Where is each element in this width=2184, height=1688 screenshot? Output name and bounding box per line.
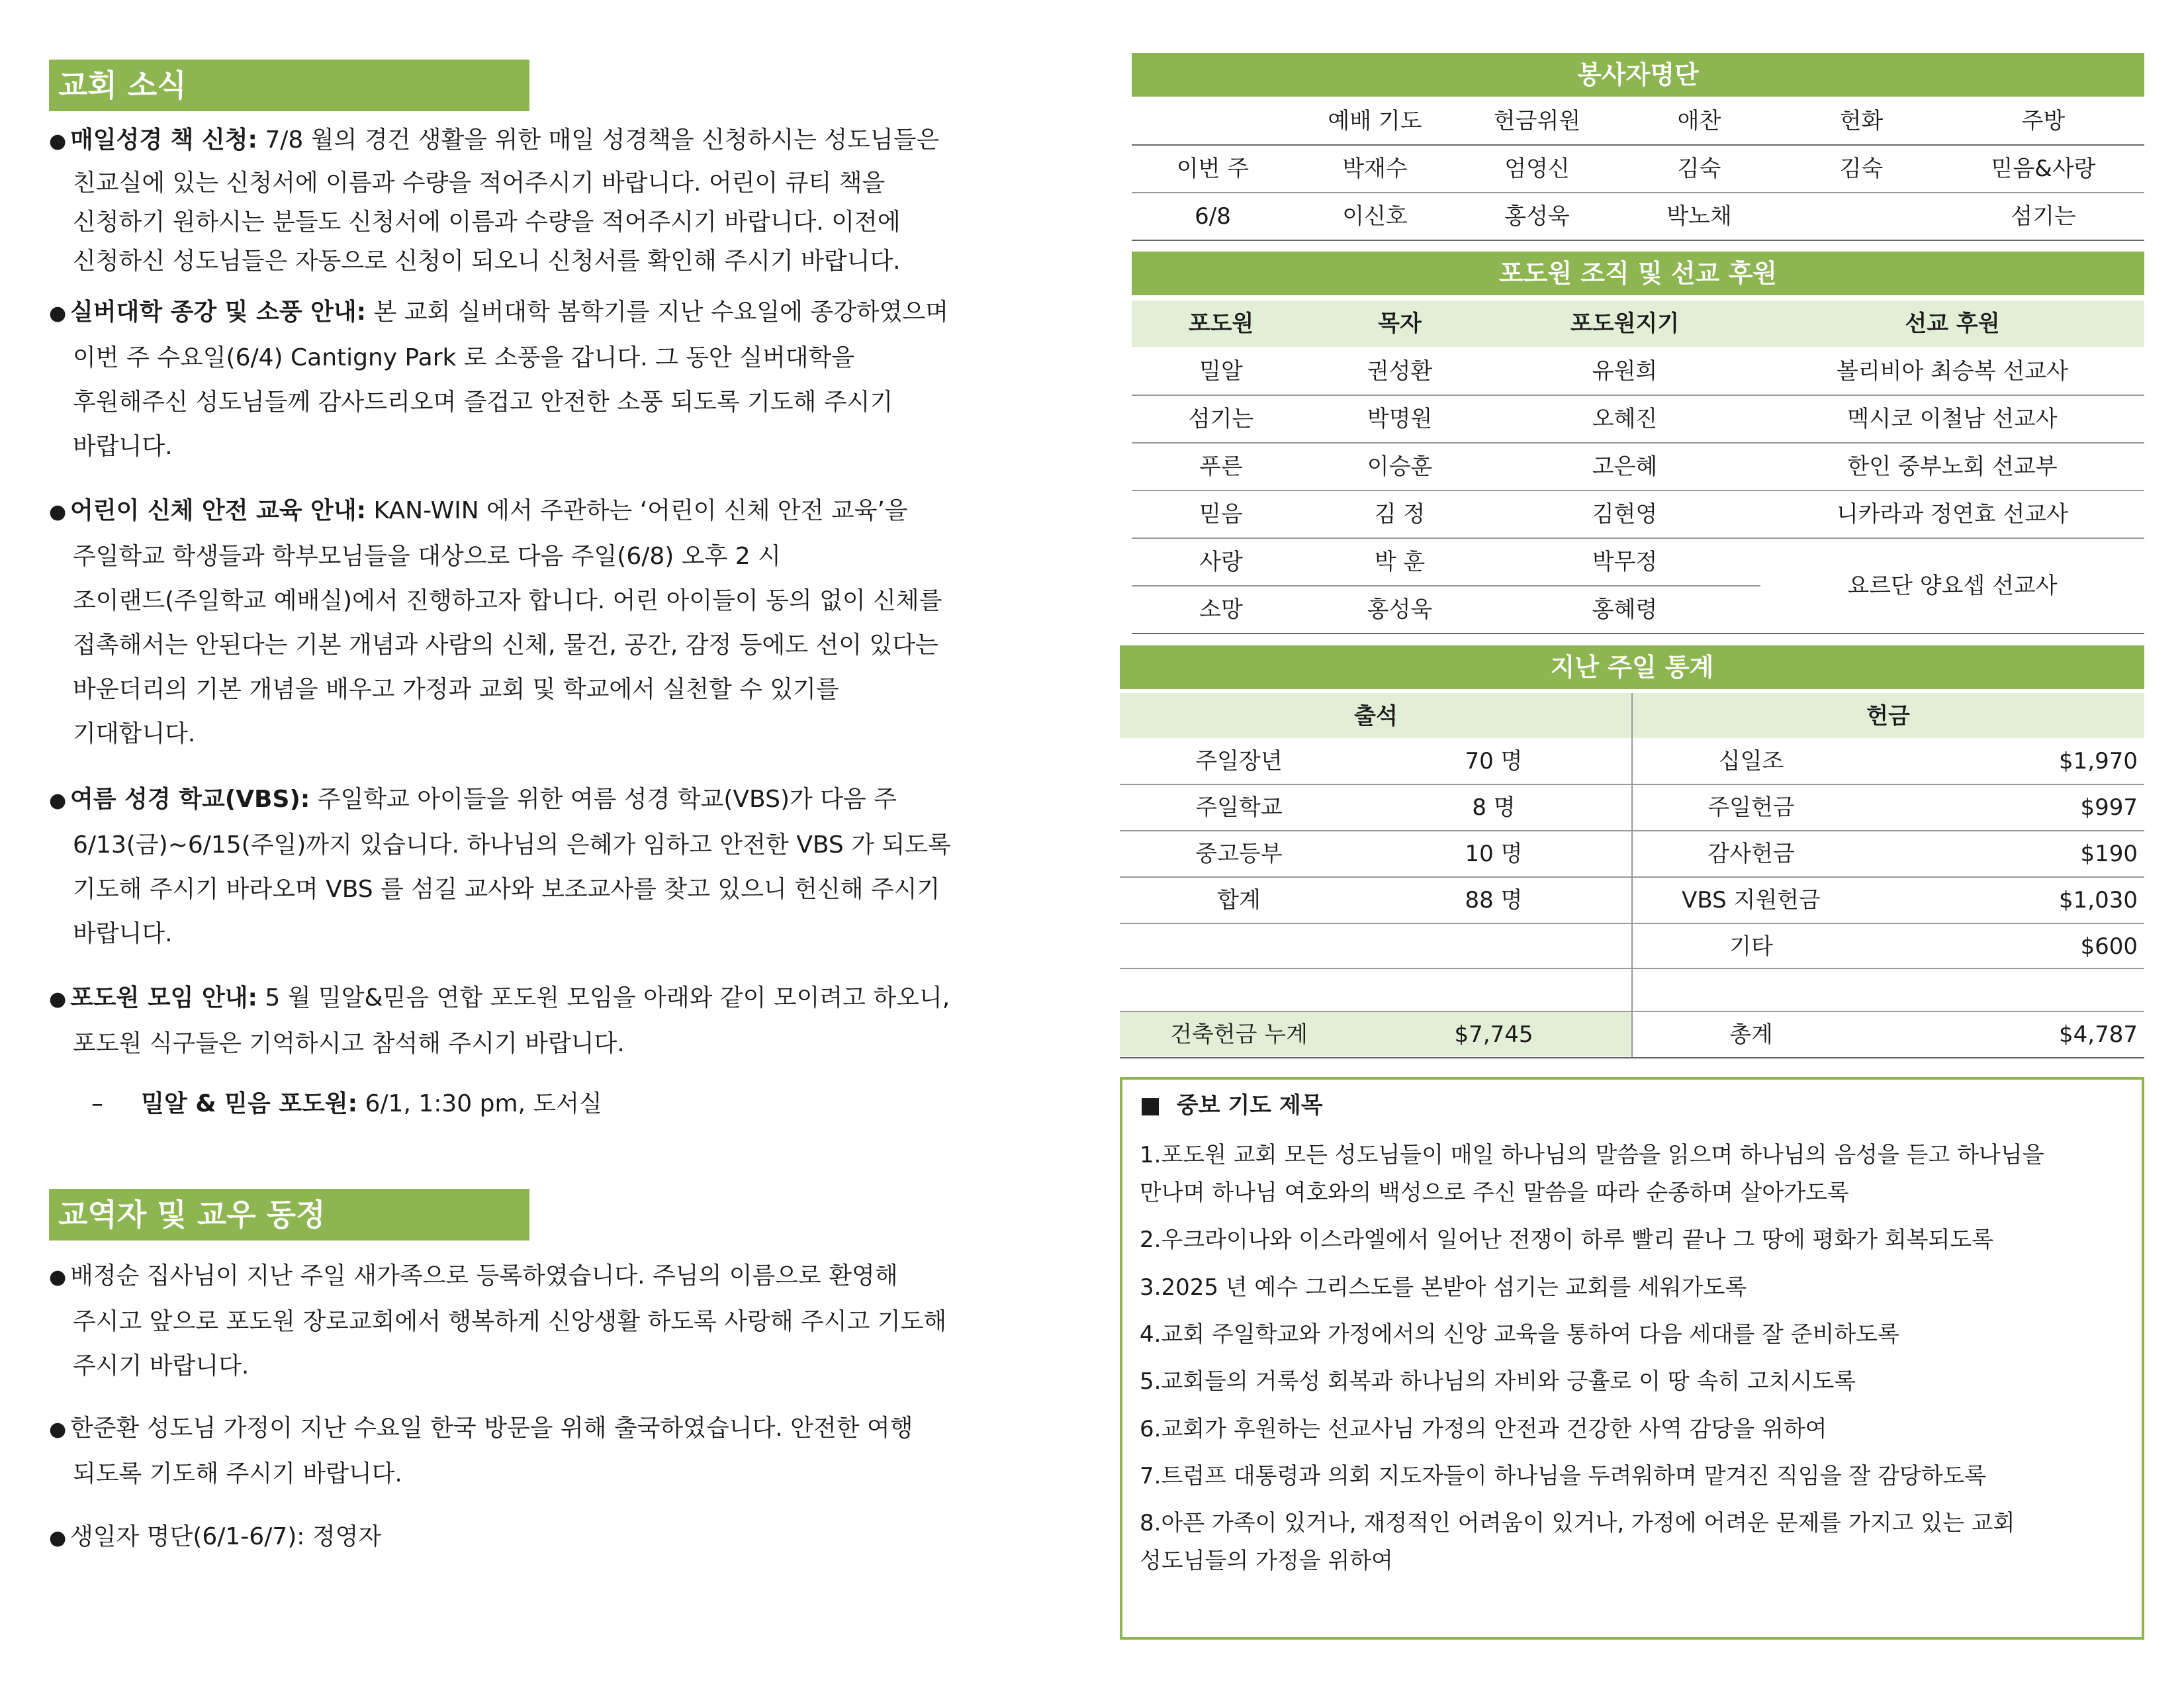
vineyard-cell: 볼리비아 최승복 선교사	[1836, 358, 2069, 385]
vineyard-cell: 사랑	[1199, 549, 1243, 575]
news-line: 후원해주신 성도님들께 감사드리오며 즐겁고 안전한 소풍 되도록 기도해 주시기	[73, 389, 893, 416]
news-line: 접촉해서는 안된다는 기본 개념과 사람의 신체, 물건, 공간, 감정 등에도 선이 있다는	[73, 632, 938, 659]
attendance-value: 70 명	[1465, 748, 1523, 774]
vineyard-col-header: 포도원	[1188, 310, 1254, 337]
attendance-value: 8 명	[1472, 794, 1516, 821]
vineyard-cell: 섬기는	[1188, 406, 1254, 432]
prayer-line: 8.아픈 가족이 있거나, 재정적인 어려움이 있거나, 가정에 어려운 문제를 가지고 있는 교회	[1140, 1510, 2015, 1536]
vineyard-cell: 김현영	[1592, 501, 1658, 528]
vineyard-cell: 박명원	[1367, 406, 1433, 432]
volunteers-cell	[1780, 193, 1942, 240]
news-line: 바운더리의 기본 개념을 배우고 가정과 교회 및 학교에서 실천할 수 있기를	[73, 676, 839, 703]
prayer-item	[1140, 1316, 2132, 1354]
building-fund-value: $7,745	[1454, 1021, 1533, 1048]
vineyard-col-header: 포도원지기	[1570, 310, 1680, 337]
offering-header: 헌금	[1866, 703, 1910, 729]
news-item-title: 포도원 모임 안내:	[70, 984, 257, 1011]
prayer-item	[1140, 1411, 2132, 1448]
offering-value: $1,970	[2059, 748, 2138, 774]
staff-item-new-family	[49, 1254, 1042, 1388]
vineyard-cell: 오혜진	[1592, 406, 1658, 432]
news-line: 친교실에 있는 신청서에 이름과 수량을 적어주시기 바랍니다. 어린이 큐티 책을	[73, 169, 886, 197]
volunteers-cell: 엄영신	[1504, 156, 1570, 182]
news-line: 신청하기 원하시는 분들도 신청서에 이름과 수량을 적어주시기 바랍니다. 이전에	[73, 209, 901, 236]
prayer-item	[1140, 1269, 2132, 1307]
news-line: 포도원 식구들은 기억하시고 참석해 주시기 바랍니다.	[73, 1030, 625, 1057]
bullet-icon: ●	[49, 130, 67, 153]
news-item-silver-college	[49, 290, 1042, 469]
offering-label: 감사헌금	[1707, 841, 1795, 867]
news-line: 주일학교 아이들을 위한 여름 성경 학교(VBS)가 다음 주	[317, 786, 897, 813]
news-line: 주시기 바랍니다.	[73, 1352, 250, 1380]
church-news-heading: 교회 소식	[49, 60, 529, 111]
prayer-line: 1.포도원 교회 모든 성도님들이 매일 하나님의 말씀을 읽으며 하나님의 음성을 듣고 하나님을	[1140, 1142, 2044, 1168]
vineyard-cell: 박 훈	[1374, 549, 1426, 575]
volunteers-col-header	[1132, 98, 1294, 144]
vineyard-cell: 니카라과 정연효 선교사	[1836, 501, 2069, 528]
news-line: 바랍니다.	[73, 920, 173, 947]
vineyard-cell: 고은혜	[1592, 453, 1658, 480]
volunteers-cell: 홍성욱	[1504, 203, 1570, 230]
prayer-line: 3.2025 년 예수 그리스도를 본받아 섬기는 교회를 세워가도록	[1140, 1274, 1747, 1301]
news-item-title: 어린이 신체 안전 교육 안내:	[70, 497, 367, 524]
news-line: 바랍니다.	[73, 433, 173, 460]
offering-total-label: 총계	[1729, 1021, 1773, 1048]
news-item-title: 실버대학 종강 및 소풍 안내:	[70, 299, 367, 326]
bullet-icon: ●	[49, 500, 67, 524]
volunteers-col-header: 헌화	[1839, 108, 1884, 134]
prayer-line: 6.교회가 후원하는 선교사님 가정의 안전과 건강한 사역 감당을 위하여	[1140, 1416, 1827, 1442]
volunteers-cell: 김숙	[1677, 156, 1721, 182]
vineyard-cell: 홍성욱	[1367, 596, 1433, 623]
news-line: 기대합니다.	[73, 720, 196, 747]
volunteers-col-header: 예배 기도	[1328, 108, 1422, 134]
dash-icon: –	[91, 1090, 103, 1117]
offering-label: 주일헌금	[1707, 794, 1795, 821]
news-line: 한준환 성도님 가정이 지난 수요일 한국 방문을 위해 출국하였습니다. 안전한 여행	[70, 1415, 913, 1442]
volunteers-cell: 6/8	[1195, 203, 1231, 230]
prayer-item	[1140, 1505, 2132, 1580]
news-line: 기도해 주시기 바라오며 VBS 를 섬길 교사와 보조교사를 찾고 있으니 헌신해 주시기	[73, 876, 940, 903]
detail-text: 6/1, 1:30 pm, 도서실	[365, 1090, 602, 1117]
building-fund-label: 건축헌금 누계	[1170, 1021, 1308, 1048]
news-line: 되도록 기도해 주시기 바랍니다.	[73, 1460, 402, 1487]
staff-item-birthdays	[49, 1515, 1042, 1560]
offering-label: VBS 지원헌금	[1682, 887, 1821, 914]
volunteers-title: 봉사자명단	[1132, 53, 2144, 97]
offering-value: $190	[2080, 841, 2138, 867]
news-item-daily-bible	[49, 118, 1042, 281]
vineyard-cell: 믿음	[1199, 501, 1243, 528]
prayer-item	[1140, 1221, 2132, 1259]
volunteers-cell: 박노채	[1666, 203, 1732, 230]
volunteers-cell: 김숙	[1839, 156, 1884, 182]
news-line: 5 월 밀알&믿음 연합 포도원 모임을 아래와 같이 모이려고 하오니,	[265, 984, 950, 1011]
attendance-label: 합계	[1217, 887, 1261, 914]
vineyard-cell: 밀알	[1199, 358, 1243, 385]
volunteers-cell: 믿음&사랑	[1991, 156, 2096, 182]
staff-item-travel	[49, 1406, 1042, 1496]
attendance-value: 10 명	[1465, 841, 1523, 867]
news-line: 신청하신 성도님들은 자동으로 신청이 되오니 신청서를 확인해 주시기 바랍니다.	[73, 248, 901, 275]
offering-label: 십일조	[1718, 748, 1784, 774]
vineyard-cell: 이승훈	[1367, 453, 1433, 480]
bullet-icon: ●	[49, 302, 67, 325]
prayer-title	[1140, 1086, 1323, 1125]
attendance-label: 주일장년	[1195, 748, 1283, 774]
news-line: 7/8 월의 경건 생활을 위한 매일 성경책을 신청하시는 성도님들은	[265, 126, 940, 154]
bullet-icon: ●	[49, 1266, 67, 1289]
vineyard-cell: 박무정	[1592, 549, 1658, 575]
attendance-header: 출석	[1354, 703, 1398, 729]
offering-value: $997	[2080, 794, 2138, 821]
vineyard-meeting-detail	[91, 1082, 1084, 1126]
news-line: KAN-WIN 에서 주관하는 ‘어린이 신체 안전 교육’을	[373, 497, 908, 524]
news-line: 배정순 집사님이 지난 주일 새가족으로 등록하였습니다. 주님의 이름으로 환영해	[70, 1262, 898, 1289]
news-line: 조이랜드(주일학교 예배실)에서 진행하고자 합니다. 어린 아이들이 동의 없이 신체를	[73, 587, 942, 614]
vineyard-cell: 홍혜령	[1592, 596, 1658, 623]
vineyard-col-header: 선교 후원	[1905, 310, 2000, 337]
vineyard-cell: 유원희	[1592, 358, 1658, 385]
stats-title: 지난 주일 통계	[1120, 645, 2144, 689]
news-line: 6/13(금)~6/15(주일)까지 있습니다. 하나님의 은혜가 임하고 안전한 VBS 가 되도록	[73, 831, 951, 859]
vineyard-merged-mission: 요르단 양요셉 선교사	[1847, 573, 2058, 599]
bullet-icon: ●	[49, 789, 67, 812]
vineyard-col-header: 목자	[1378, 310, 1422, 337]
offering-label: 기타	[1729, 933, 1773, 960]
vineyard-cell: 푸른	[1199, 453, 1243, 480]
vineyard-cell: 김 정	[1374, 501, 1426, 528]
prayer-line: 성도님들의 가정을 위하여	[1140, 1548, 1393, 1574]
volunteers-cell: 이신호	[1342, 203, 1408, 230]
prayer-line: 7.트럼프 대통령과 의회 지도자들이 하나님을 두려워하며 맡겨진 직임을 잘 감당하도록	[1140, 1463, 1987, 1489]
volunteers-col-header: 헌금위원	[1493, 108, 1581, 134]
news-line: 주일학교 학생들과 학부모님들을 대상으로 다음 주일(6/8) 오후 2 시	[73, 543, 781, 570]
bullet-icon: ●	[49, 1526, 67, 1550]
volunteers-col-header: 애찬	[1677, 108, 1721, 134]
prayer-line: 5.교회들의 거룩성 회복과 하나님의 자비와 긍휼로 이 땅 속히 고치시도록	[1140, 1368, 1856, 1395]
attendance-label: 중고등부	[1195, 841, 1283, 867]
offering-value: $600	[2080, 933, 2138, 960]
news-item-vineyard-meeting	[49, 976, 1042, 1066]
volunteers-cell: 섬기는	[2011, 203, 2076, 230]
vineyard-title: 포도원 조직 및 선교 후원	[1132, 252, 2144, 295]
vineyard-cell: 소망	[1199, 596, 1243, 623]
prayer-item	[1140, 1363, 2132, 1401]
square-icon: ■	[1140, 1092, 1161, 1119]
news-item-child-safety	[49, 489, 1042, 756]
prayer-line: 4.교회 주일학교와 가정에서의 신앙 교육을 통하여 다음 세대를 잘 준비하도록	[1140, 1321, 1899, 1348]
news-line: 본 교회 실버대학 봄학기를 지난 수요일에 종강하였으며	[373, 299, 949, 326]
offering-value: $1,030	[2059, 887, 2138, 914]
volunteers-col-header: 주방	[2021, 108, 2066, 134]
bullet-icon: ●	[49, 988, 67, 1011]
vineyard-cell: 한인 중부노회 선교부	[1847, 453, 2058, 480]
news-line: 이번 주 수요일(6/4) Cantigny Park 로 소풍을 갑니다. 그 동안 실버대학을	[73, 344, 855, 371]
prayer-line: 만나며 하나님 여호와의 백성으로 주신 말씀을 따라 순종하며 살아가도록	[1140, 1180, 1849, 1206]
news-line: 생일자 명단(6/1-6/7): 정영자	[70, 1523, 382, 1550]
attendance-label: 주일학교	[1195, 794, 1283, 821]
staff-news-heading: 교역자 및 교우 동정	[49, 1189, 529, 1241]
vineyard-cell: 멕시코 이철남 선교사	[1847, 406, 2058, 432]
vineyard-cell: 권성환	[1367, 358, 1433, 385]
prayer-line: 2.우크라이나와 이스라엘에서 일어난 전쟁이 하루 빨리 끝나 그 땅에 평화가 회복되도록	[1140, 1227, 1994, 1253]
volunteers-cell: 박재수	[1342, 156, 1408, 182]
news-item-title: 매일성경 책 신청:	[70, 126, 257, 154]
prayer-title-text: 중보 기도 제목	[1176, 1092, 1323, 1119]
news-item-vbs	[49, 777, 1042, 956]
attendance-value: 88 명	[1465, 887, 1523, 914]
news-line: 주시고 앞으로 포도원 장로교회에서 행복하게 신앙생활 하도록 사랑해 주시고 기도해	[73, 1308, 947, 1335]
offering-total-value: $4,787	[2059, 1021, 2138, 1048]
detail-title: 밀알 & 믿음 포도원:	[141, 1090, 358, 1117]
bullet-icon: ●	[49, 1418, 67, 1441]
prayer-item	[1140, 1137, 2132, 1212]
news-item-title: 여름 성경 학교(VBS):	[70, 786, 310, 813]
volunteers-cell: 이번 주	[1176, 156, 1250, 182]
prayer-item	[1140, 1458, 2132, 1495]
